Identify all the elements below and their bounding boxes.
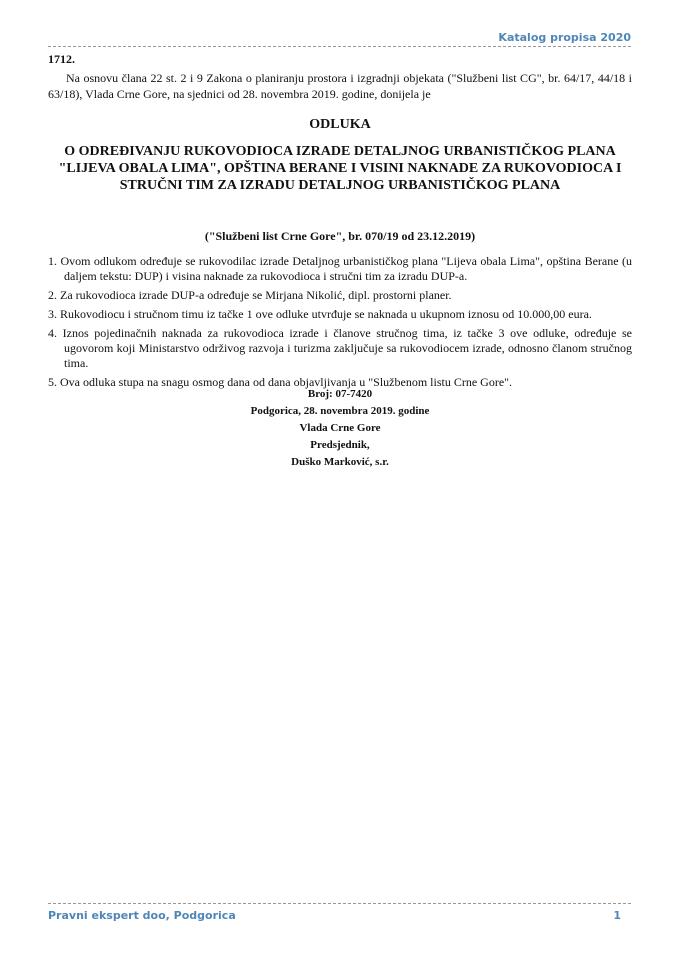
page-footer xyxy=(48,903,631,922)
issuer: Vlada Crne Gore xyxy=(299,422,381,434)
page-number: 1 xyxy=(613,909,621,922)
list-item: 3. Rukovodiocu i stručnom timu iz tačke 1 ove odluke utvrđuje se naknada u ukupnom iznosu od 10.000,00 eura. xyxy=(48,307,592,321)
document-subtitle: O ODREĐIVANJU RUKOVODIOCA IZRADE DETALJNOG URBANISTIČKOG PLANA "LIJEVA OBALA LIMA", OPŠTINA BERANE I VISINI NAKNADE ZA RUKOVODIOCA I STRUČNI TIM ZA IZRADU DETALJNOG URBANISTIČKOG PLANA xyxy=(58,144,622,193)
page-header xyxy=(48,30,631,47)
place-date: Podgorica, 28. novembra 2019. godine xyxy=(250,405,430,417)
list-item: 1. Ovom odlukom određuje se rukovodilac izrade Detaljnog urbanističkog plana "Lijeva obala Lima", opština Berane (u daljem tekstu: DUP) i visina naknade za rukovodioca i stručni tim za izradu DUP-a. xyxy=(48,254,632,283)
list-item: 4. Iznos pojedinačnih naknada za rukovodioca izrade i članove stručnog tima, iz tačke 3 ove odluke, određuje se ugovorom koji Ministarstvo održivog razvoja i turizma zaključuje sa rukovodiocem izrade, odnosno članom stručnog tima. xyxy=(48,326,632,370)
gazette-reference: ("Službeni list Crne Gore", br. 070/19 od 23.12.2019) xyxy=(204,229,476,243)
list-item: 2. Za rukovodioca izrade DUP-a određuje se Mirjana Nikolić, dipl. prostorni planer. xyxy=(48,288,452,302)
signer-role: Predsjednik, xyxy=(310,439,370,451)
article-list xyxy=(48,254,632,394)
signature-block xyxy=(48,386,632,471)
document-title: ODLUKA xyxy=(309,117,371,132)
publisher: Pravni ekspert doo, Podgorica xyxy=(48,909,236,922)
catalog-title: Katalog propisa 2020 xyxy=(498,31,631,44)
document-number: 1712. xyxy=(48,52,75,66)
preamble: Na osnovu člana 22 st. 2 i 9 Zakona o planiranju prostora i izgradnji objekata ("Službeni list CG", br. 64/17, 44/18 i 63/18), Vlada Crne Gore, na sjednici od 28. novembra 2019. godine, donijela je xyxy=(48,71,632,101)
signer-name: Duško Marković, s.r. xyxy=(291,456,389,468)
list-item: 5. Ova odluka stupa na snagu osmog dana od dana objavljivanja u "Službenom listu Crne Gore". xyxy=(48,375,513,389)
decision-number: Broj: 07-7420 xyxy=(307,388,373,400)
